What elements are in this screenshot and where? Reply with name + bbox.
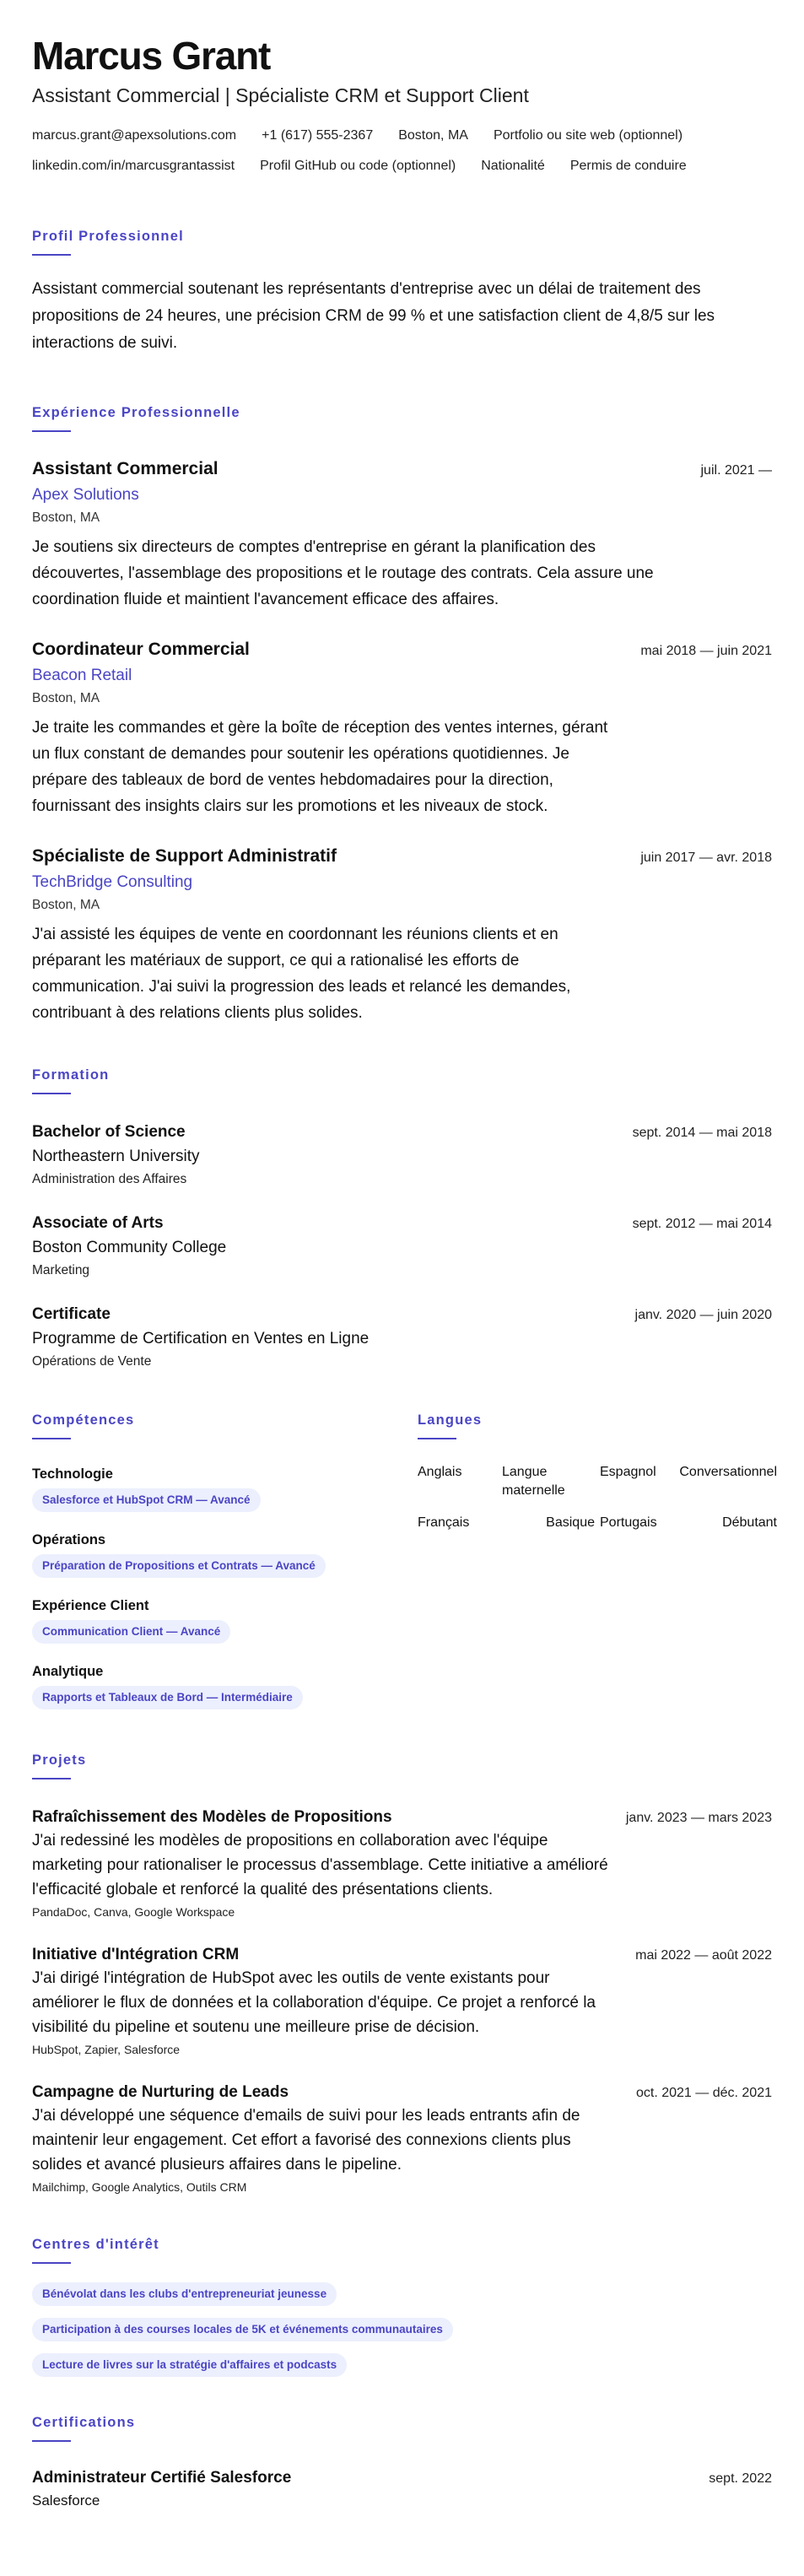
contact-row-secondary bbox=[32, 157, 772, 176]
resume-header bbox=[32, 34, 772, 176]
section-title-experience: Expérience Professionnelle bbox=[32, 405, 240, 420]
contact-phone[interactable]: +1 (617) 555-2367 bbox=[262, 128, 374, 143]
profile-section bbox=[32, 228, 772, 357]
interests-section bbox=[32, 2236, 772, 2377]
language-name: Espagnol bbox=[600, 1465, 656, 1479]
education-degree: Certificate bbox=[32, 1305, 111, 1323]
skill-group bbox=[32, 1596, 418, 1644]
education-entry bbox=[32, 1304, 772, 1371]
section-divider bbox=[32, 1778, 71, 1779]
job-dates: mai 2018 — juin 2021 bbox=[640, 644, 772, 658]
interest-chip: Bénévolat dans les clubs d'entrepreneuriat jeunesse bbox=[32, 2282, 337, 2306]
experience-entry bbox=[32, 638, 772, 819]
experience-entry bbox=[32, 457, 772, 613]
job-location: Boston, MA bbox=[32, 691, 100, 705]
certifications-section bbox=[32, 2414, 772, 2511]
skill-group bbox=[32, 1531, 418, 1578]
projects-section bbox=[32, 1752, 772, 2195]
section-title-skills: Compétences bbox=[32, 1412, 135, 1428]
education-degree: Associate of Arts bbox=[32, 1214, 164, 1232]
experience-section bbox=[32, 404, 772, 1026]
section-divider bbox=[32, 430, 71, 432]
section-divider bbox=[32, 2440, 71, 2442]
certification-issuer: Salesforce bbox=[32, 2492, 100, 2508]
language-name: Anglais bbox=[418, 1465, 462, 1479]
section-title-education: Formation bbox=[32, 1067, 110, 1083]
education-field: Opérations de Vente bbox=[32, 1354, 152, 1369]
skills-languages-row bbox=[32, 1412, 777, 1709]
skill-group bbox=[32, 1465, 418, 1512]
contact-linkedin[interactable]: linkedin.com/in/marcusgrantassist bbox=[32, 159, 235, 173]
language-level: Conversationnel bbox=[679, 1465, 777, 1479]
education-dates: sept. 2012 — mai 2014 bbox=[632, 1217, 772, 1231]
job-company: Beacon Retail bbox=[32, 667, 132, 684]
education-school: Boston Community College bbox=[32, 1239, 227, 1256]
interest-chip: Lecture de livres sur la stratégie d'affaires et podcasts bbox=[32, 2353, 347, 2377]
project-description: J'ai redessiné les modèles de propositions en collaboration avec l'équipe marketing pour rationaliser le processus d'assemblage. Cette initiative a amélioré l'efficacité globale et renforcé la qualité des présentations clients. bbox=[32, 1832, 608, 1898]
job-description: Je soutiens six directeurs de comptes d'entreprise en gérant la planification des découvertes, l'assemblage des propositions et le routage des contrats. Cela assure une coordination fluide et maintient l'avancement efficace des affaires. bbox=[32, 538, 654, 608]
contact-driving-license: Permis de conduire bbox=[569, 159, 687, 173]
section-divider bbox=[32, 2262, 71, 2264]
language-level: Basique bbox=[546, 1515, 595, 1530]
language-item bbox=[600, 1463, 777, 1500]
section-divider bbox=[418, 1438, 456, 1439]
language-level: Langue maternelle bbox=[502, 1465, 565, 1498]
skill-category: Technologie bbox=[32, 1466, 113, 1482]
skill-category: Expérience Client bbox=[32, 1598, 149, 1613]
language-list bbox=[418, 1463, 777, 1532]
project-entry bbox=[32, 1944, 772, 2058]
education-school: Programme de Certification en Ventes en Ligne bbox=[32, 1330, 370, 1347]
project-name: Campagne de Nurturing de Leads bbox=[32, 2083, 289, 2101]
job-location: Boston, MA bbox=[32, 510, 100, 525]
project-dates: oct. 2021 — déc. 2021 bbox=[636, 2086, 772, 2100]
contact-row-primary bbox=[32, 127, 772, 145]
project-tech: Mailchimp, Google Analytics, Outils CRM bbox=[32, 2180, 247, 2194]
language-item bbox=[418, 1514, 595, 1532]
skill-category: Analytique bbox=[32, 1664, 104, 1679]
education-field: Administration des Affaires bbox=[32, 1172, 187, 1186]
section-title-projects: Projets bbox=[32, 1752, 87, 1768]
education-school: Northeastern University bbox=[32, 1148, 200, 1165]
project-dates: mai 2022 — août 2022 bbox=[635, 1948, 772, 1963]
education-field: Marketing bbox=[32, 1263, 90, 1277]
contact-portfolio[interactable]: Portfolio ou site web (optionnel) bbox=[493, 128, 683, 143]
job-description: Je traite les commandes et gère la boîte de réception des ventes internes, gérant un flux constant de demandes pour soutenir les opérations quotidiennes. Je prépare des tableaux de bord de ventes hebdomadaires pour la direction, fournissant des insights clairs sur les promotions et les niveaux de stock. bbox=[32, 719, 608, 815]
education-dates: janv. 2020 — juin 2020 bbox=[634, 1308, 772, 1322]
project-entry bbox=[32, 2082, 772, 2195]
job-dates: juil. 2021 — bbox=[700, 463, 772, 478]
contact-github[interactable]: Profil GitHub ou code (optionnel) bbox=[260, 159, 456, 173]
interest-chip: Participation à des courses locales de 5K et événements communautaires bbox=[32, 2318, 453, 2341]
candidate-headline: Assistant Commercial | Spécialiste CRM et Support Client bbox=[32, 84, 529, 106]
certification-date: sept. 2022 bbox=[709, 2471, 772, 2486]
section-title-profile: Profil Professionnel bbox=[32, 229, 184, 244]
education-dates: sept. 2014 — mai 2018 bbox=[632, 1126, 772, 1140]
skill-chip: Communication Client — Avancé bbox=[32, 1620, 230, 1644]
job-company: Apex Solutions bbox=[32, 486, 139, 504]
project-tech: HubSpot, Zapier, Salesforce bbox=[32, 2043, 181, 2056]
contact-location: Boston, MA bbox=[398, 128, 468, 143]
profile-summary: Assistant commercial soutenant les représentants d'entreprise avec un délai de traitement des propositions de 24 heures, une précision CRM de 99 % et une satisfaction client de 4,8/5 sur les interactions de suivi. bbox=[32, 280, 715, 352]
section-title-interests: Centres d'intérêt bbox=[32, 2237, 159, 2252]
education-entry bbox=[32, 1121, 772, 1189]
project-tech: PandaDoc, Canva, Google Workspace bbox=[32, 1905, 235, 1919]
job-title: Spécialiste de Support Administratif bbox=[32, 846, 337, 866]
job-company: TechBridge Consulting bbox=[32, 873, 193, 891]
job-title: Assistant Commercial bbox=[32, 459, 219, 478]
project-name: Rafraîchissement des Modèles de Propositions bbox=[32, 1808, 392, 1826]
skill-chip: Salesforce et HubSpot CRM — Avancé bbox=[32, 1488, 261, 1512]
skill-category: Opérations bbox=[32, 1532, 106, 1547]
language-name: Portugais bbox=[600, 1515, 657, 1530]
experience-entry bbox=[32, 845, 772, 1026]
job-title: Coordinateur Commercial bbox=[32, 640, 250, 659]
language-level: Débutant bbox=[722, 1515, 777, 1530]
language-item bbox=[418, 1463, 595, 1500]
section-divider bbox=[32, 1093, 71, 1094]
job-location: Boston, MA bbox=[32, 898, 100, 912]
skill-chip: Préparation de Propositions et Contrats — Avancé bbox=[32, 1554, 326, 1578]
certification-entry bbox=[32, 2467, 772, 2511]
section-divider bbox=[32, 254, 71, 256]
languages-section bbox=[418, 1412, 777, 1709]
education-entry bbox=[32, 1212, 772, 1280]
candidate-name: Marcus Grant bbox=[32, 34, 271, 78]
education-degree: Bachelor of Science bbox=[32, 1123, 186, 1141]
section-title-certifications: Certifications bbox=[32, 2415, 136, 2430]
skill-chip: Rapports et Tableaux de Bord — Intermédiaire bbox=[32, 1686, 303, 1709]
project-entry bbox=[32, 1806, 772, 1920]
section-divider bbox=[32, 1438, 71, 1439]
project-description: J'ai développé une séquence d'emails de suivi pour les leads entrants afin de maintenir leur engagement. Cet effort a favorisé des connexions clients plus solides et avancé plusieurs affaires dans le pipeline. bbox=[32, 2107, 580, 2174]
job-description: J'ai assisté les équipes de vente en coordonnant les réunions clients et en préparant les matériaux de support, ce qui a rationalisé les efforts de communication. J'ai suivi la progression des leads et relancé les demandes, contribuant à des relations clients plus solides. bbox=[32, 926, 571, 1022]
language-item bbox=[600, 1514, 777, 1532]
skills-section bbox=[32, 1412, 418, 1709]
project-dates: janv. 2023 — mars 2023 bbox=[625, 1811, 772, 1825]
project-name: Initiative d'Intégration CRM bbox=[32, 1946, 240, 1963]
language-name: Français bbox=[418, 1515, 470, 1530]
contact-nationality: Nationalité bbox=[481, 159, 545, 173]
skill-group bbox=[32, 1662, 418, 1709]
job-dates: juin 2017 — avr. 2018 bbox=[640, 851, 772, 865]
project-description: J'ai dirigé l'intégration de HubSpot avec les outils de vente existants pour améliorer le flux de données et la collaboration d'équipe. Ce projet a renforcé la visibilité du pipeline et soutenu une meilleure prise de décision. bbox=[32, 1969, 596, 2036]
contact-email[interactable]: marcus.grant@apexsolutions.com bbox=[32, 128, 237, 143]
section-title-languages: Langues bbox=[418, 1412, 483, 1428]
education-section bbox=[32, 1067, 772, 1371]
certification-name: Administrateur Certifié Salesforce bbox=[32, 2469, 292, 2487]
